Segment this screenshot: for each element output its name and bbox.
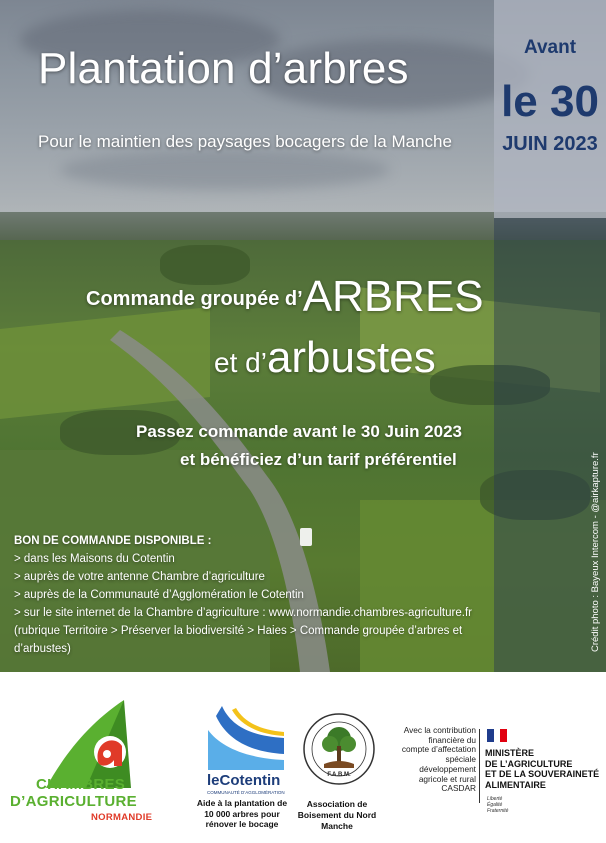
date-day: le 30 (501, 77, 599, 126)
chambres-label-3: NORMANDIE (91, 812, 153, 823)
fabm-label: F.A.B.M. (327, 772, 351, 778)
arbustes-word: arbustes (266, 333, 436, 382)
marianne-flag-icon (487, 729, 507, 742)
fabm-caption: Association de Boisement du Nord Manche (297, 799, 377, 831)
commande-heading (86, 272, 484, 322)
lecotentin-caption: Aide à la plantation de 10 000 arbres pour rénover le bocage (196, 798, 288, 829)
ministere-name: MINISTÈRE DE L’AGRICULTURE ET DE LA SOUVERAINETÉ ALIMENTAIRE (485, 748, 600, 790)
bon-item: d’arbustes) (14, 643, 71, 655)
logo-footer (0, 672, 606, 843)
fabm-logo (302, 712, 376, 786)
chambres-label-1: CHAMBRES (36, 776, 126, 793)
date-month-year: JUIN 2023 (502, 133, 598, 155)
bon-item: > auprès de la Communauté d’Agglomération le Cotentin (14, 589, 304, 601)
commande-prefix: Commande groupée d’ (86, 288, 303, 310)
photo-credit: Crédit photo : Bayeux Intercom - @airkapture.fr (590, 452, 601, 652)
poster-title: Plantation d’arbres (38, 44, 409, 93)
lecotentin-name: leCotentin (207, 772, 281, 789)
bon-heading: BON DE COMMANDE DISPONIBLE : (14, 535, 212, 547)
lecotentin-logo (200, 702, 292, 772)
bon-item: (rubrique Territoire > Préserver la biodiversité > Haies > Commande groupée d’arbres et (14, 625, 463, 637)
arbustes-heading (214, 333, 436, 383)
casdar-contribution: Avec la contribution financière du compte d’affectation spéciale développement agricole et rural CASDAR (401, 725, 476, 794)
bon-item: > auprès de votre antenne Chambre d’agriculture (14, 571, 265, 583)
poster-subtitle: Pour le maintien des paysages bocagers de la Manche (38, 132, 452, 151)
bon-item: > sur le site internet de la Chambre d’agriculture : www.normandie.chambres-agriculture.fr (14, 607, 472, 619)
commande-arbres: ARBRES (302, 272, 484, 321)
arbustes-prefix: et d’ (214, 347, 267, 378)
lecotentin-sub: COMMUNAUTÉ D’AGGLOMÉRATION (207, 790, 285, 795)
divider (479, 729, 480, 803)
offer-line-1: Passez commande avant le 30 Juin 2023 (136, 422, 463, 441)
bon-item: > dans les Maisons du Cotentin (14, 553, 175, 565)
date-avant: Avant (523, 37, 577, 58)
bon-de-commande (14, 532, 494, 658)
republique-motto: Liberté Égalité Fraternité (487, 796, 509, 814)
chambres-label-2: D’AGRICULTURE (10, 793, 137, 810)
offer-line-2: et bénéficiez d’un tarif préférentiel (180, 450, 457, 469)
